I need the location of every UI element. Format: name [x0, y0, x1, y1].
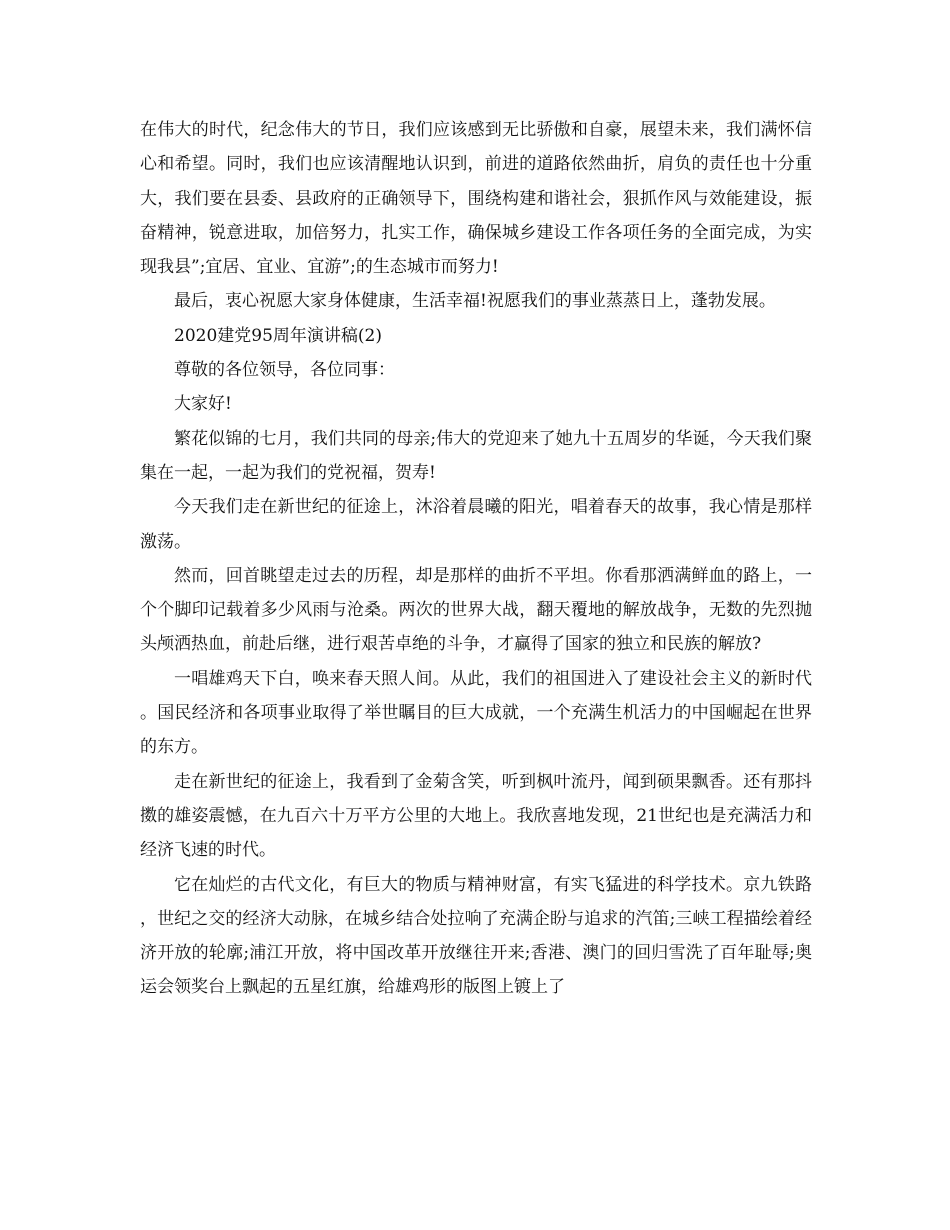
section-title: 2020建党95周年演讲稿(2)	[174, 325, 382, 346]
paragraph-new-era: 一唱雄鸡天下白，唤来春天照人间。从此，我们的祖国进入了建设社会主义的新时代。国民经济和各项事业取得了举世瞩目的巨大成就，一个充满生机活力的中国崛起在世界的东方。	[140, 668, 812, 758]
document-page	[140, 113, 812, 1005]
paragraph-history: 然而，回首眺望走过去的历程，却是那样的曲折不平坦。你看那洒满鲜血的路上，一个个脚印记载着多少风雨与沧桑。两次的世界大战，翻天覆地的解放战争，无数的先烈抛头颅洒热血，前赴后继，进行艰苦卓绝的斗争，才赢得了国家的独立和民族的解放?	[140, 565, 812, 655]
greeting: 大家好!	[174, 394, 232, 415]
paragraph-july: 繁花似锦的七月，我们共同的母亲;伟大的党迎来了她九十五周岁的华诞，今天我们聚集在一起，一起为我们的党祝福，贺寿!	[140, 428, 812, 483]
paragraph-closing-wishes: 最后，衷心祝愿大家身体健康，生活幸福!祝愿我们的事业蒸蒸日上，蓬勃发展。	[174, 291, 776, 312]
paragraph-journey: 走在新世纪的征途上，我看到了金菊含笑，听到枫叶流丹，闻到硕果飘香。还有那抖擞的雄姿震憾，在九百六十万平方公里的大地上。我欣喜地发现，21世纪也是充满活力和经济飞速的时代。	[140, 771, 812, 861]
salutation: 尊敬的各位领导，各位同事：	[174, 360, 395, 381]
paragraph-new-century: 今天我们走在新世纪的征途上，沐浴着晨曦的阳光，唱着春天的故事，我心情是那样激荡。	[140, 497, 812, 552]
paragraph-achievements: 它在灿烂的古代文化，有巨大的物质与精神财富，有实飞猛进的科学技术。京九铁路，世纪之交的经济大动脉，在城乡结合处拉响了充满企盼与追求的汽笛;三峡工程描绘着经济开放的轮廓;浦江开放，将中国改革开放继往开来;香港、澳门的回归雪洗了百年耻辱;奥运会领奖台上飘起的五星红旗，给雄鸡形的版图上镀上了	[140, 874, 812, 998]
paragraph-continuation: 在伟大的时代，纪念伟大的节日，我们应该感到无比骄傲和自豪，展望未来，我们满怀信心和希望。同时，我们也应该清醒地认识到，前进的道路依然曲折，肩负的责任也十分重大，我们要在县委、县政府的正确领导下，围绕构建和谐社会，狠抓作风与效能建设，振奋精神，锐意进取，加倍努力，扎实工作，确保城乡建设工作各项任务的全面完成，为实现我县”;宜居、宜业、宜游”;的生态城市而努力!	[140, 120, 812, 278]
